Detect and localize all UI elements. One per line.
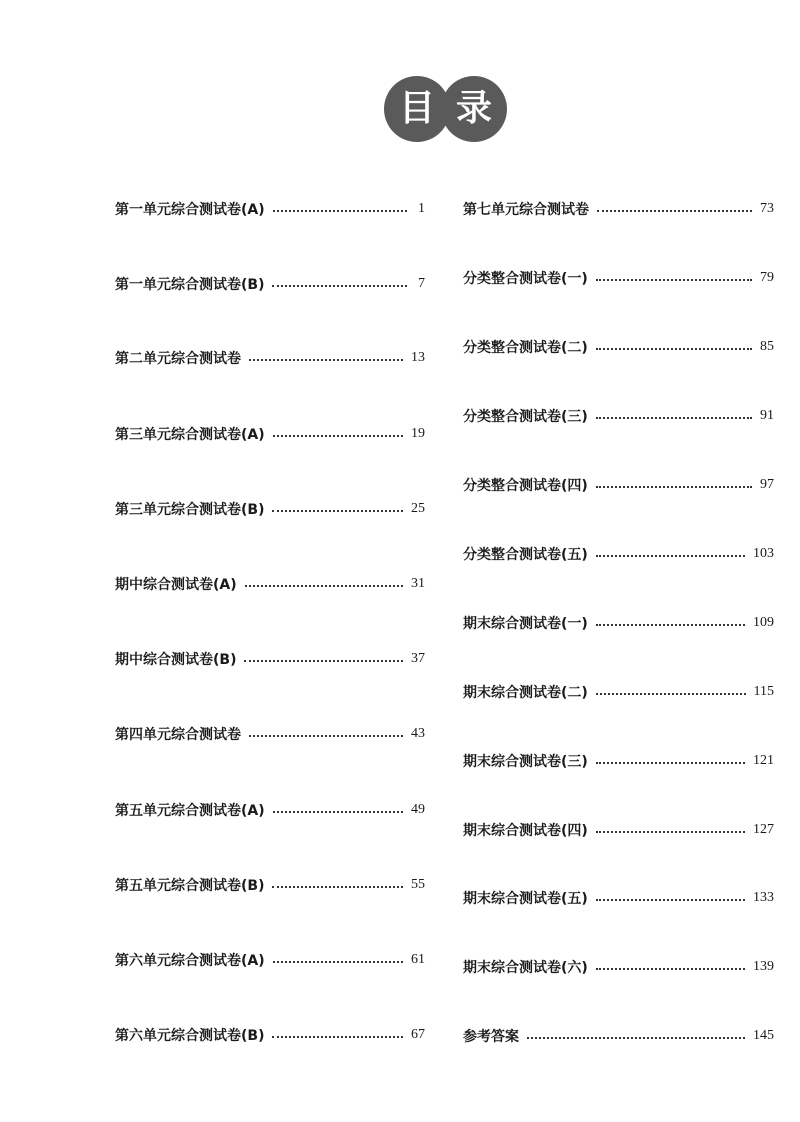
toc-entry-page: 97 bbox=[760, 477, 774, 492]
toc-entry[interactable] bbox=[463, 612, 774, 634]
toc-entry[interactable] bbox=[463, 681, 774, 703]
toc-entry-title: 第三单元综合测试卷(B) bbox=[115, 502, 265, 518]
toc-entry-title: 期中综合测试卷(B) bbox=[115, 652, 237, 668]
toc-entry[interactable] bbox=[463, 543, 774, 565]
toc-entry-page: 103 bbox=[753, 546, 774, 561]
leader-dots bbox=[596, 555, 745, 557]
toc-entry-title: 第六单元综合测试卷(A) bbox=[115, 953, 265, 969]
leader-dots bbox=[272, 886, 403, 888]
toc-entry[interactable] bbox=[463, 887, 774, 909]
leader-dots bbox=[272, 285, 407, 287]
toc-entry-page: 13 bbox=[411, 350, 425, 365]
toc-heading bbox=[0, 60, 800, 160]
toc-entry[interactable] bbox=[115, 1024, 425, 1046]
toc-entry-title: 期末综合测试卷(四) bbox=[463, 823, 588, 839]
toc-entry-page: 43 bbox=[411, 726, 425, 741]
leader-dots bbox=[273, 961, 403, 963]
toc-entry[interactable] bbox=[115, 498, 425, 520]
leader-dots bbox=[527, 1037, 745, 1039]
toc-entry[interactable] bbox=[115, 347, 425, 369]
toc-entry[interactable] bbox=[115, 949, 425, 971]
toc-entry-title: 第四单元综合测试卷 bbox=[115, 727, 241, 743]
toc-entry-page: 115 bbox=[753, 684, 774, 699]
toc-entry-page: 61 bbox=[411, 952, 425, 967]
toc-entry-page: 55 bbox=[411, 877, 425, 892]
toc-entry-page: 109 bbox=[753, 615, 774, 630]
toc-entry-title: 分类整合测试卷(四) bbox=[463, 478, 588, 494]
toc-entry-page: 1 bbox=[418, 201, 425, 216]
toc-entry-title: 第三单元综合测试卷(A) bbox=[115, 427, 265, 443]
toc-entry-title: 期末综合测试卷(六) bbox=[463, 960, 588, 976]
toc-entry-title: 分类整合测试卷(三) bbox=[463, 409, 588, 425]
toc-entry-title: 期中综合测试卷(A) bbox=[115, 577, 237, 593]
leader-dots bbox=[596, 348, 752, 350]
toc-entry-page: 127 bbox=[753, 822, 774, 837]
heading-circle-2: 录 bbox=[441, 76, 507, 142]
toc-entry[interactable] bbox=[463, 1025, 774, 1047]
toc-entry-page: 67 bbox=[411, 1027, 425, 1042]
toc-entry-title: 期末综合测试卷(三) bbox=[463, 754, 588, 770]
toc-entry[interactable] bbox=[115, 198, 425, 220]
toc-entry-page: 49 bbox=[411, 802, 425, 817]
leader-dots bbox=[273, 811, 403, 813]
toc-entry-page: 133 bbox=[753, 890, 774, 905]
toc-entry-title: 期末综合测试卷(五) bbox=[463, 891, 588, 907]
leader-dots bbox=[244, 660, 403, 662]
leader-dots bbox=[596, 279, 752, 281]
toc-entry-title: 期末综合测试卷(一) bbox=[463, 616, 588, 632]
toc-entry-title: 分类整合测试卷(一) bbox=[463, 271, 588, 287]
toc-entry-page: 91 bbox=[760, 408, 774, 423]
leader-dots bbox=[596, 899, 745, 901]
leader-dots bbox=[245, 585, 403, 587]
toc-entry[interactable] bbox=[115, 573, 425, 595]
leader-dots bbox=[249, 359, 403, 361]
toc-entry-page: 19 bbox=[411, 426, 425, 441]
toc-entry-page: 85 bbox=[760, 339, 774, 354]
toc-entry-page: 79 bbox=[760, 270, 774, 285]
toc-entry-title: 分类整合测试卷(五) bbox=[463, 547, 588, 563]
toc-entry-title: 第六单元综合测试卷(B) bbox=[115, 1028, 265, 1044]
leader-dots bbox=[597, 210, 752, 212]
leader-dots bbox=[273, 435, 403, 437]
toc-entry-page: 25 bbox=[411, 501, 425, 516]
leader-dots bbox=[272, 1036, 403, 1038]
toc-entry[interactable] bbox=[115, 423, 425, 445]
toc-entry[interactable] bbox=[115, 648, 425, 670]
toc-entry[interactable] bbox=[115, 273, 425, 295]
leader-dots bbox=[273, 210, 407, 212]
toc-entry[interactable] bbox=[463, 819, 774, 841]
toc-entry[interactable] bbox=[463, 336, 774, 358]
toc-entry-title: 第五单元综合测试卷(A) bbox=[115, 803, 265, 819]
leader-dots bbox=[596, 693, 746, 695]
toc-entry[interactable] bbox=[115, 723, 425, 745]
toc-entry-page: 7 bbox=[418, 276, 425, 291]
toc-entry-title: 第一单元综合测试卷(B) bbox=[115, 277, 265, 293]
leader-dots bbox=[249, 735, 403, 737]
toc-entry-title: 第七单元综合测试卷 bbox=[463, 202, 589, 218]
toc-entry[interactable] bbox=[463, 198, 774, 220]
toc-entry[interactable] bbox=[463, 956, 774, 978]
toc-entry[interactable] bbox=[463, 750, 774, 772]
toc-entry-title: 分类整合测试卷(二) bbox=[463, 340, 588, 356]
toc-entry[interactable] bbox=[463, 267, 774, 289]
toc-entry[interactable] bbox=[115, 799, 425, 821]
toc-entry-page: 139 bbox=[753, 959, 774, 974]
toc-entry[interactable] bbox=[115, 874, 425, 896]
leader-dots bbox=[596, 486, 752, 488]
toc-entry-title: 参考答案 bbox=[463, 1029, 519, 1045]
toc-entry-page: 37 bbox=[411, 651, 425, 666]
toc-entry-page: 73 bbox=[760, 201, 774, 216]
toc-entry[interactable] bbox=[463, 474, 774, 496]
toc-entry-page: 145 bbox=[753, 1028, 774, 1043]
leader-dots bbox=[596, 831, 745, 833]
toc-entry-title: 第一单元综合测试卷(A) bbox=[115, 202, 265, 218]
toc-entry-title: 期末综合测试卷(二) bbox=[463, 685, 588, 701]
toc-entry-title: 第五单元综合测试卷(B) bbox=[115, 878, 265, 894]
leader-dots bbox=[596, 762, 745, 764]
leader-dots bbox=[272, 510, 403, 512]
leader-dots bbox=[596, 417, 752, 419]
leader-dots bbox=[596, 624, 745, 626]
toc-entry-page: 121 bbox=[753, 753, 774, 768]
toc-entry-title: 第二单元综合测试卷 bbox=[115, 351, 241, 367]
heading-circle-1: 目 bbox=[384, 76, 450, 142]
toc-entry[interactable] bbox=[463, 405, 774, 427]
leader-dots bbox=[596, 968, 745, 970]
toc-entry-page: 31 bbox=[411, 576, 425, 591]
